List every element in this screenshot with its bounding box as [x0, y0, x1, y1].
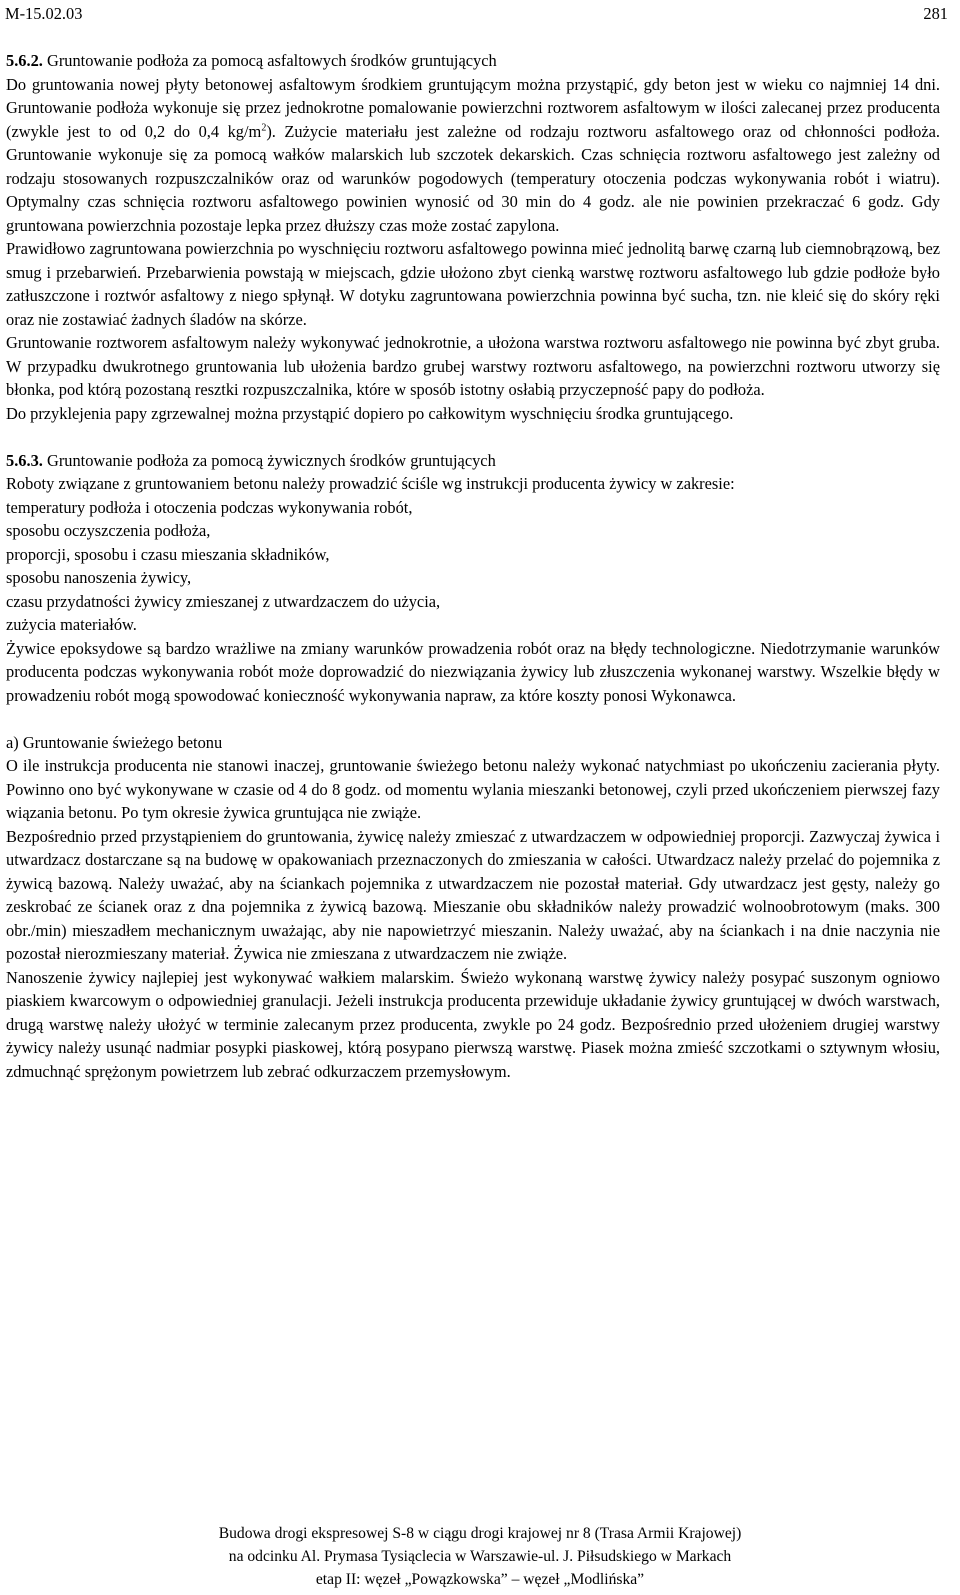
section-heading-5-6-2: [6, 49, 940, 73]
paragraph: Do przyklejenia papy zgrzewalnej można przystąpić dopiero po całkowitym wyschnięciu środka gruntującego.: [6, 403, 734, 423]
list-item: temperatury podłoża i otoczenia podczas wykonywania robót,: [6, 497, 413, 517]
paragraph: O ile instrukcja producenta nie stanowi inaczej, gruntowanie świeżego betonu należy wykonać natychmiast po ukończeniu zacierania płyty. Powinno ono być wykonywane w czasie od 4 do 8 godz. od momentu wylania mieszanki betonowej, czyli przed ukończeniem pierwszej fazy wiązania betonu. Po tym okresie żywica gruntująca nie zwiąże.: [6, 756, 940, 822]
page-content: [6, 49, 940, 1083]
footer-line: etap II: węzeł „Powązkowska” – węzeł „Modlińska”: [315, 1571, 645, 1588]
document-code: M-15.02.03: [5, 4, 83, 23]
paragraph: Żywice epoksydowe są bardzo wrażliwe na zmiany warunków prowadzenia robót oraz na błędy technologiczne. Niedotrzymanie warunków producenta podczas wykonywania robót może doprowadzić do niezwiązania żywicy lub złuszczenia wykonanej warstwy. Wszelkie błędy w prowadzeniu robót mogą spowodować konieczność wykonywania napraw, za które koszty ponosi Wykonawca.: [6, 638, 940, 705]
section-title: Gruntowanie podłoża za pomocą asfaltowych środków gruntujących: [47, 51, 497, 70]
scope-list: [6, 496, 940, 637]
list-item: sposobu nanoszenia żywicy,: [6, 568, 192, 587]
section-number: 5.6.3.: [6, 450, 43, 470]
paragraph-text: ). Zużycie materiału jest zależne od rodzaju roztworu asfaltowego oraz od chłonności podłoża. Gruntowanie wykonuje się za pomocą wałków malarskich lub szczotek dekarskich. Czas schnięcia roztworu asfaltowego jest zależny od rodzaju stosowanych rozpuszczalników oraz od warunków pogodowych (temperatury otoczenia podczas wykonywania robót i wiatru). Optymalny czas schnięcia roztworu asfaltowego powinien wynosić od 30 min do 4 godz. ale nie powinien przekraczać 6 godz. Gdy gruntowana powierzchnia pozostaje lepka przez dłuższy czas może zostać zapylona.: [6, 121, 940, 235]
paragraph: Nanoszenie żywicy najlepiej jest wykonywać wałkiem malarskim. Świeżo wykonaną warstwę żywicy należy posypać suszonym ogniowo piaskiem kwarcowym o odpowiedniej granulacji. Jeżeli instrukcja producenta przewiduje układanie żywicy gruntującej w dwóch warstwach, drugą warstwę należy ułożyć w terminie zalecanym przez producenta, zwykle po 24 godz. Bezpośrednio przed ułożeniem drugiej warstwy żywicy należy usunąć nadmiar posypki piaskowej, którą posypano pierwszą warstwę. Piasek można zmieść szczotkami o sztywnym włosiu, zdmuchnąć sprężonym powietrzem lub zebrać odkurzaczem przemysłowym.: [6, 967, 940, 1081]
section-number: 5.6.2.: [6, 51, 43, 70]
superscript: 2: [261, 122, 267, 134]
list-item: czasu przydatności żywicy zmieszanej z utwardzaczem do użycia,: [6, 591, 441, 611]
paragraph: Prawidłowo zagruntowana powierzchnia po wyschnięciu roztworu asfaltowego powinna mieć jednolitą barwę czarną lub ciemnobrązową, bez smug i przebarwień. Przebarwienia powstają w miejscach, gdzie ułożono zbyt cienką warstwę roztworu asfaltowego lub gdzie podłoże było zatłuszczone i roztwór asfaltowy z niego spłynął. W dotyku zagruntowana powierzchnia powinna być sucha, tzn. nie kleić się do skóry ręki oraz nie zostawiać żadnych śladów na skórze.: [6, 239, 940, 329]
footer-line: na odcinku Al. Prymasa Tysiąclecia w Warszawie-ul. J. Piłsudskiego w Markach: [228, 1548, 732, 1565]
paragraph: Bezpośrednio przed przystąpieniem do gruntowania, żywicę należy zmieszać z utwardzaczem w odpowiedniej proporcji. Zazwyczaj żywica i utwardzacz dostarczane są na budowę w opakowaniach przeznaczonych do zmieszania w całości. Utwardzacz należy przelać do pojemnika z żywicą bazową. Należy uważać, aby na ściankach pojemnika z utwardzaczem nie pozostał materiał. Gdy utwardzacz jest gęsty, należy go zeskrobać ze ścianek oraz z dna pojemnika z żywicą bazową. Mieszanie obu składników należy prowadzić wolnoobrotowym (maks. 300 obr./min) mieszadłem mechanicznym uważając, aby nie napowietrzyć mieszanin. Należy uważać, aby na ściankach i na dnie naczynia nie pozostał nierozmieszany materiał. Żywica nie zmieszana z utwardzaczem nie zwiąże.: [6, 826, 940, 963]
section-title: Gruntowanie podłoża za pomocą żywicznych środków gruntujących: [47, 450, 496, 470]
page-footer: [0, 1522, 960, 1591]
spacer: [6, 707, 940, 731]
paragraph: [6, 73, 940, 238]
list-item: sposobu oczyszczenia podłoża,: [6, 521, 211, 540]
page-number: 281: [923, 4, 948, 23]
section-heading-5-6-3: [6, 449, 940, 473]
list-item: zużycia materiałów.: [6, 615, 137, 634]
list-item: proporcji, sposobu i czasu mieszania składników,: [6, 544, 330, 564]
footer-line: Budowa drogi ekspresowej S-8 w ciągu drogi krajowej nr 8 (Trasa Armii Krajowej): [218, 1525, 742, 1542]
page-header: [5, 2, 948, 24]
subsection-heading-a: a) Gruntowanie świeżego betonu: [6, 732, 223, 752]
paragraph-text: Do gruntowania nowej płyty betonowej asfaltowym środkiem gruntującym można przystąpić, gdy beton jest w wieku co najmniej 14 dni. Gruntowanie podłoża wykonuje się przez jednokrotne pomalowanie powierzchni roztworem asfaltowym w ilości zalecanej przez producenta (zwykle jest to od 0,2 do 0,4 kg/m: [6, 74, 940, 141]
spacer: [6, 425, 940, 449]
paragraph: Roboty związane z gruntowaniem betonu należy prowadzić ściśle wg instrukcji producenta żywicy w zakresie:: [6, 474, 735, 493]
paragraph: Gruntowanie roztworem asfaltowym należy wykonywać jednokrotnie, a ułożona warstwa roztworu asfaltowego nie powinna być zbyt gruba. W przypadku dwukrotnego gruntowania lub ułożenia bardzo grubej warstwy roztworu asfaltowego, na powierzchni roztworu utworzy się błonka, pod którą pozostaną resztki rozpuszczalnika, które w sposób istotny osłabią przyczepność papy do podłoża.: [6, 333, 940, 399]
